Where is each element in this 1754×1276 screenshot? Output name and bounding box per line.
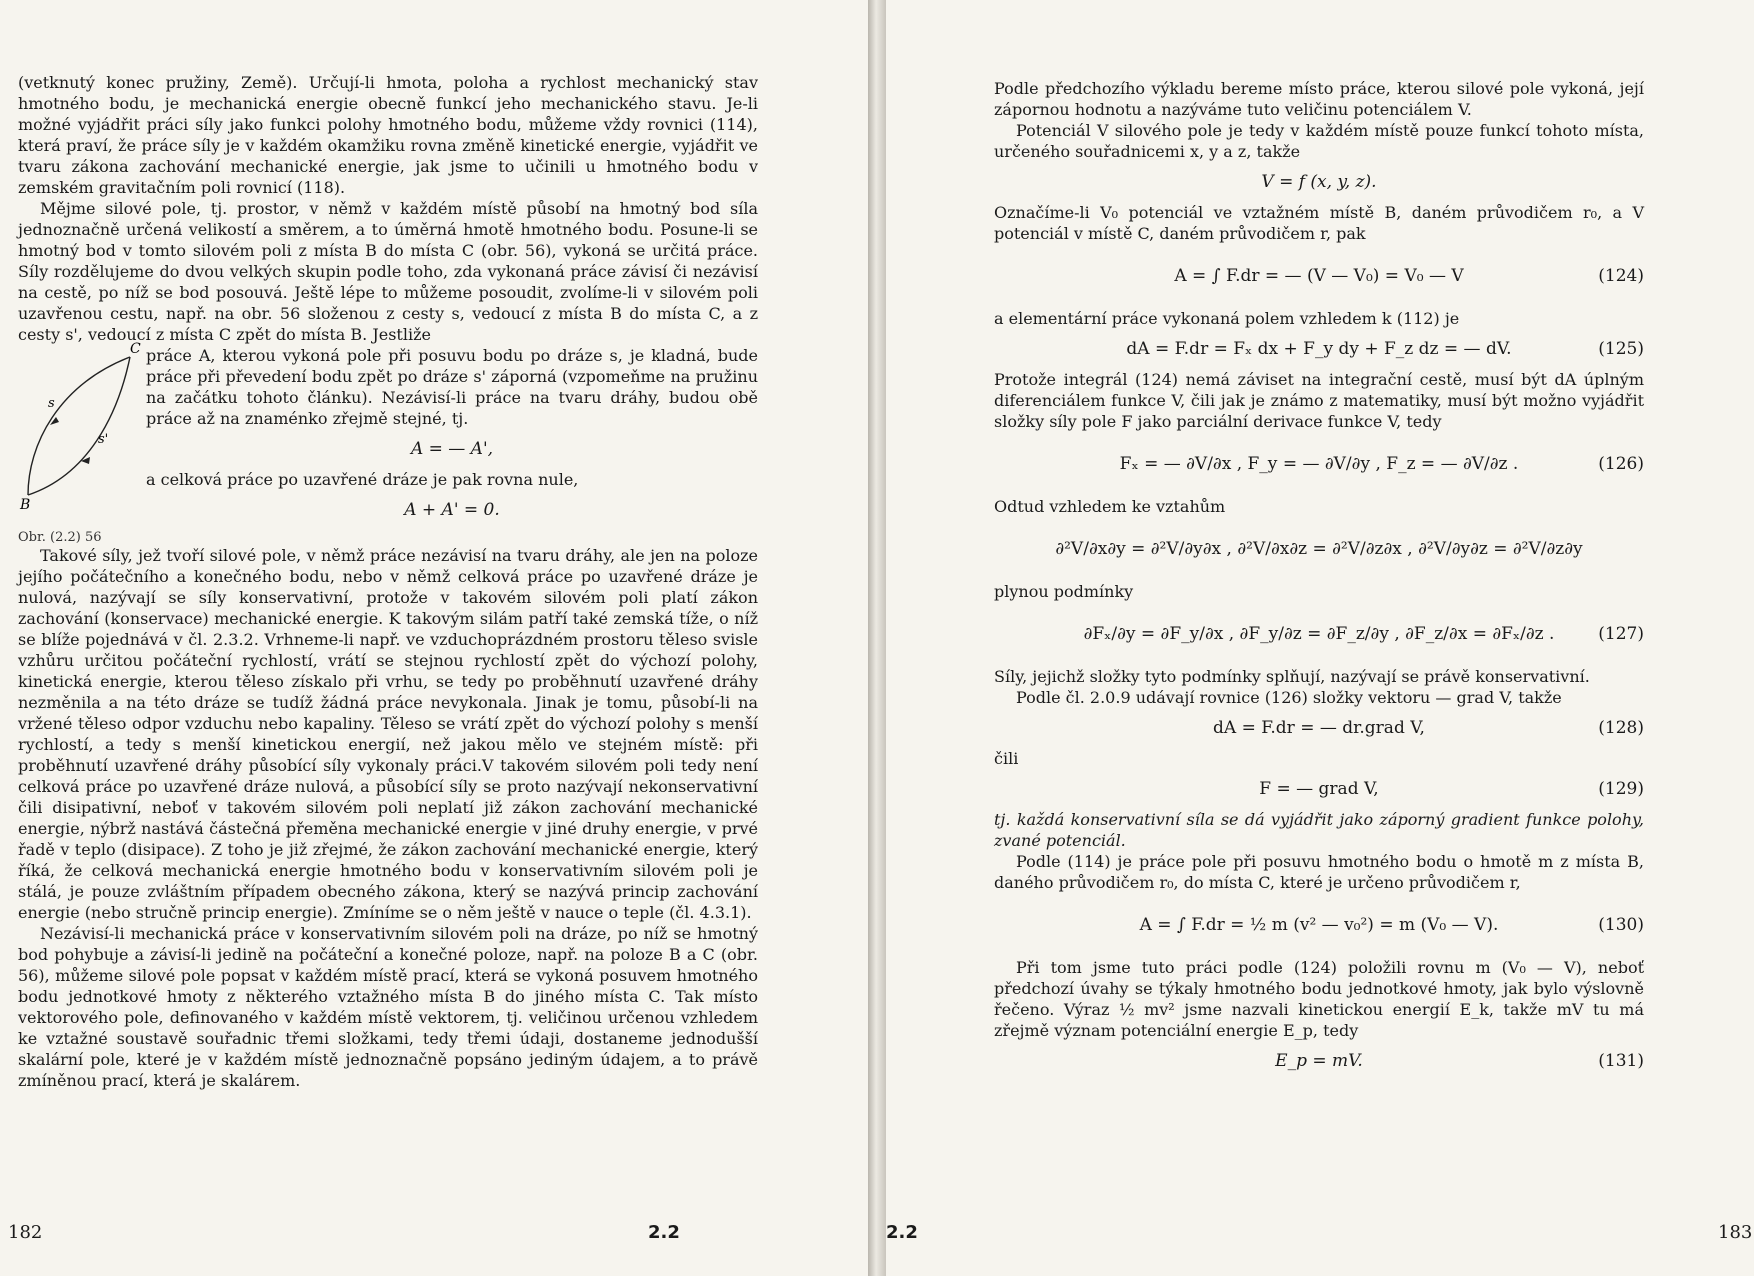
equation-text: dA = F.dr = Fₓ dx + F_y dy + F_z dz = — dV. (1126, 339, 1512, 359)
equation-text: ∂²V/∂x∂y = ∂²V/∂y∂x , ∂²V/∂x∂z = ∂²V/∂z∂x , ∂²V/∂y∂z = ∂²V/∂z∂y (1055, 539, 1583, 559)
paragraph: Podle předchozího výkladu bereme místo práce, kterou silové pole vykoná, její zápornou hodnotu a nazýváme tuto veličinu potenciálem V. (994, 79, 1644, 119)
figure-side-text (146, 345, 758, 522)
equation (994, 777, 1644, 801)
paragraph: Potenciál V silového pole je tedy v každém místě pouze funkcí tohoto místa, určeného souřadnicemi x, y a z, takže (994, 121, 1644, 161)
equation-text: A + A' = 0. (404, 500, 500, 520)
equation-text: A = ∫ F.dr = ½ m (v² — v₀²) = m (V₀ — V). (1139, 915, 1499, 935)
equation (994, 440, 1644, 488)
path-s (28, 357, 130, 495)
paragraph: a elementární práce vykonaná polem vzhledem k (112) je (994, 309, 1460, 328)
equation-text: F = — grad V, (1259, 779, 1379, 799)
equation-number: (127) (1598, 624, 1644, 644)
paragraph: čili (994, 749, 1019, 768)
paragraph: tj. každá konservativní síla se dá vyjádřit jako záporný gradient funkce polohy, zvané potenciál. (994, 810, 1644, 850)
section-number: 2.2 (648, 1222, 680, 1243)
paragraph: Při tom jsme tuto práci podle (124) položili rovnu m (V₀ — V), neboť předchozí úvahy se týkaly hmotného bodu jednotkové hmoty, jak bylo výslovně řečeno. Výraz ½ mv² jsme nazvali kinetickou energií E_k, takže mV tu má zřejmě význam potenciální energie E_p, tedy (994, 958, 1644, 1040)
page-number: 183 (1718, 1222, 1753, 1243)
paragraph: Protože integrál (124) nemá záviset na integrační cestě, musí být dA úplným diferenciálem funkce V, čili jak je známo z matematiky, musí být možno vyjádřit složky síly pole F jako parciální derivace funkce V, tedy (994, 370, 1644, 431)
equation (994, 525, 1644, 573)
path-s-prime (28, 357, 130, 495)
paragraph: Mějme silové pole, tj. prostor, v němž v každém místě působí na hmotný bod síla jednoznačně určená velikostí a směrem, a to úměrná hmotě hmotného bodu. Posune-li se hmotný bod v tomto silovém poli z místa B do místa C (obr. 56), vykoná se určitá práce. Síly rozdělujeme do dvou velkých skupin podle toho, zda vykonaná práce závisí či nezávisí na cestě, po níž se bod posouvá. Ještě lépe to můžeme posoudit, zvolíme-li v silovém poli uzavřenou cestu, např. na obr. 56 složenou z cesty s, vedoucí z místa B do místa C, a z cesty s', vedoucí z místa C zpět do místa B. Jestliže (18, 199, 758, 344)
equation (146, 437, 758, 461)
figure-caption: Obr. (2.2) 56 (18, 530, 102, 545)
equation-text: ∂Fₓ/∂y = ∂F_y/∂x , ∂F_y/∂z = ∂F_z/∂y , ∂F_z/∂x = ∂Fₓ/∂z . (1083, 624, 1555, 644)
equation-text: dA = F.dr = — dr.grad V, (1213, 718, 1425, 738)
equation-text: Fₓ = — ∂V/∂x , F_y = — ∂V/∂y , F_z = — ∂V/∂z . (1119, 454, 1519, 474)
equation-number: (128) (1598, 718, 1644, 738)
arrow-s-prime-icon (81, 457, 90, 464)
left-page (0, 0, 868, 1276)
right-column (994, 78, 1644, 1073)
equation (994, 170, 1644, 194)
label-c: C (130, 341, 141, 357)
equation-text: A = — A', (410, 439, 494, 459)
equation-number: (131) (1598, 1051, 1644, 1071)
label-s: s (48, 396, 55, 411)
figure-56-diagram (18, 341, 141, 513)
figure-block (18, 341, 758, 522)
equation-number: (125) (1598, 339, 1644, 359)
paragraph: práce A, kterou vykoná pole při posuvu bodu po dráze s, je kladná, bude práce při převedení bodu zpět po dráze s' záporná (vzpomeňme na pružinu na začátku tohoto článku). Nezávisí-li práce na tvaru dráhy, budou obě práce až na znaménko zřejmě stejné, tj. (146, 346, 758, 428)
paragraph: Podle čl. 2.0.9 udávají rovnice (126) složky vektoru — grad V, takže (1016, 688, 1562, 707)
label-s-prime: s' (98, 432, 109, 447)
right-page (886, 0, 1754, 1276)
paragraph: plynou podmínky (994, 582, 1134, 601)
equation-text: E_p = mV. (1275, 1051, 1363, 1071)
left-column (18, 72, 758, 1091)
paragraph: Takové síly, jež tvoří silové pole, v němž práce nezávisí na tvaru dráhy, ale jen na poloze jejího počátečního a konečného bodu, nebo v němž celková práce po uzavřené dráze je nulová, nazývají se síly konservativní, protože v takovém silovém poli platí zákon zachování (konservace) mechanické energie. K takovým silám patří také zemská tíže, o níž se blíže pojednává v čl. 2.3.2. Vrhneme-li např. ve vzduchoprázdném prostoru těleso svisle vzhůru určitou počáteční rychlostí, vrátí se stejnou rychlostí zpět do výchozí polohy, kinetická energie, kterou těleso získalo při vrhu, se tedy po proběhnutí uzavřené dráhy nezměnila a na této dráze se tudíž žádná práce nevykonala. Jinak je tomu, působí-li na vržené těleso odpor vzduchu nebo kapaliny. Těleso se vrátí zpět do výchozí polohy s menší rychlostí, a tedy s menší kinetickou energií, než jakou mělo ve stejném místě: při proběhnutí uzavřené dráhy působící síly vykonaly práci.V takovém silovém poli tedy není celková práce po uzavřené dráze nulová, a působící síly se proto nazývají nekonservativní čili disipativní, neboť v takovém silovém poli neplatí již zákon zachování mechanické energie, nýbrž nastává částečná přeměna mechanické energie v jiné druhy energie, v prvé řadě v teplo (disipace). Z toho je již zřejmé, že zákon zachování mechanické energie, který říká, že celková mechanická energie hmotného bodu v konservativním silovém poli je stálá, je pouze zvláštním případem obecného zákona, který se nazývá princip zachování energie (nebo stručně princip energie). Zmíníme se o něm ještě v nauce o teple (čl. 4.3.1). (18, 546, 758, 922)
equation (994, 716, 1644, 740)
equation (994, 901, 1644, 949)
label-b: B (20, 497, 31, 513)
equation-number: (129) (1598, 779, 1644, 799)
book-gutter (868, 0, 886, 1276)
equation-text: A = ∫ F.dr = — (V — V₀) = V₀ — V (1174, 266, 1464, 286)
equation (994, 337, 1644, 361)
equation (994, 610, 1644, 658)
paragraph: Síly, jejichž složky tyto podmínky splňují, nazývají se právě konservativní. (994, 667, 1590, 686)
equation (994, 1049, 1644, 1073)
paragraph: a celková práce po uzavřené dráze je pak rovna nule, (146, 470, 579, 489)
equation-number: (124) (1598, 266, 1644, 286)
page-number: 182 (8, 1222, 43, 1243)
paragraph: Označíme-li V₀ potenciál ve vztažném místě B, daném průvodičem r₀, a V potenciál v místě C, daném průvodičem r, pak (994, 203, 1644, 243)
equation-number: (126) (1598, 454, 1644, 474)
equation-number: (130) (1598, 915, 1644, 935)
paragraph: Nezávisí-li mechanická práce v konservativním silovém poli na dráze, po níž se hmotný bod pohybuje a závisí-li jedině na počáteční a konečné poloze, např. na poloze B a C (obr. 56), můžeme silové pole popsat v každém místě prací, která se vykoná posuvem hmotného bodu jednotkové hmoty z některého vztažného místa B do jiného místa C. Tak místo vektorového pole, definovaného v každém místě vektorem, tj. veličinou určenou vzhledem ke vztažné soustavě souřadnic třemi složkami, tedy třemi údaji, dostaneme jednodušší skalární pole, které je v každém místě jednoznačně popsáno jediným údajem, a to právě zmíněnou prací, která je skalárem. (18, 924, 758, 1090)
equation (994, 252, 1644, 300)
paragraph: Podle (114) je práce pole při posuvu hmotného bodu o hmotě m z místa B, daného průvodičem r₀, do místa C, které je určeno průvodičem r, (994, 852, 1644, 892)
paragraph: Odtud vzhledem ke vztahům (994, 497, 1226, 516)
paragraph: (vetknutý konec pružiny, Země). Určují-li hmota, poloha a rychlost mechanický stav hmotného bodu, je mechanická energie obecně funkcí jeho mechanického stavu. Je-li možné vyjádřit práci síly jako funkci polohy hmotného bodu, můžeme vždy rovnici (114), která praví, že práce síly je v každém okamžiku rovna změně kinetické energie, vyjádřit ve tvaru zákona zachování mechanické energie, jak jsme to učinili u hmotného bodu v zemském gravitačním poli rovnicí (118). (18, 73, 758, 197)
section-number: 2.2 (886, 1222, 918, 1243)
equation-text: V = f (x, y, z). (1261, 172, 1377, 192)
equation (146, 498, 758, 522)
